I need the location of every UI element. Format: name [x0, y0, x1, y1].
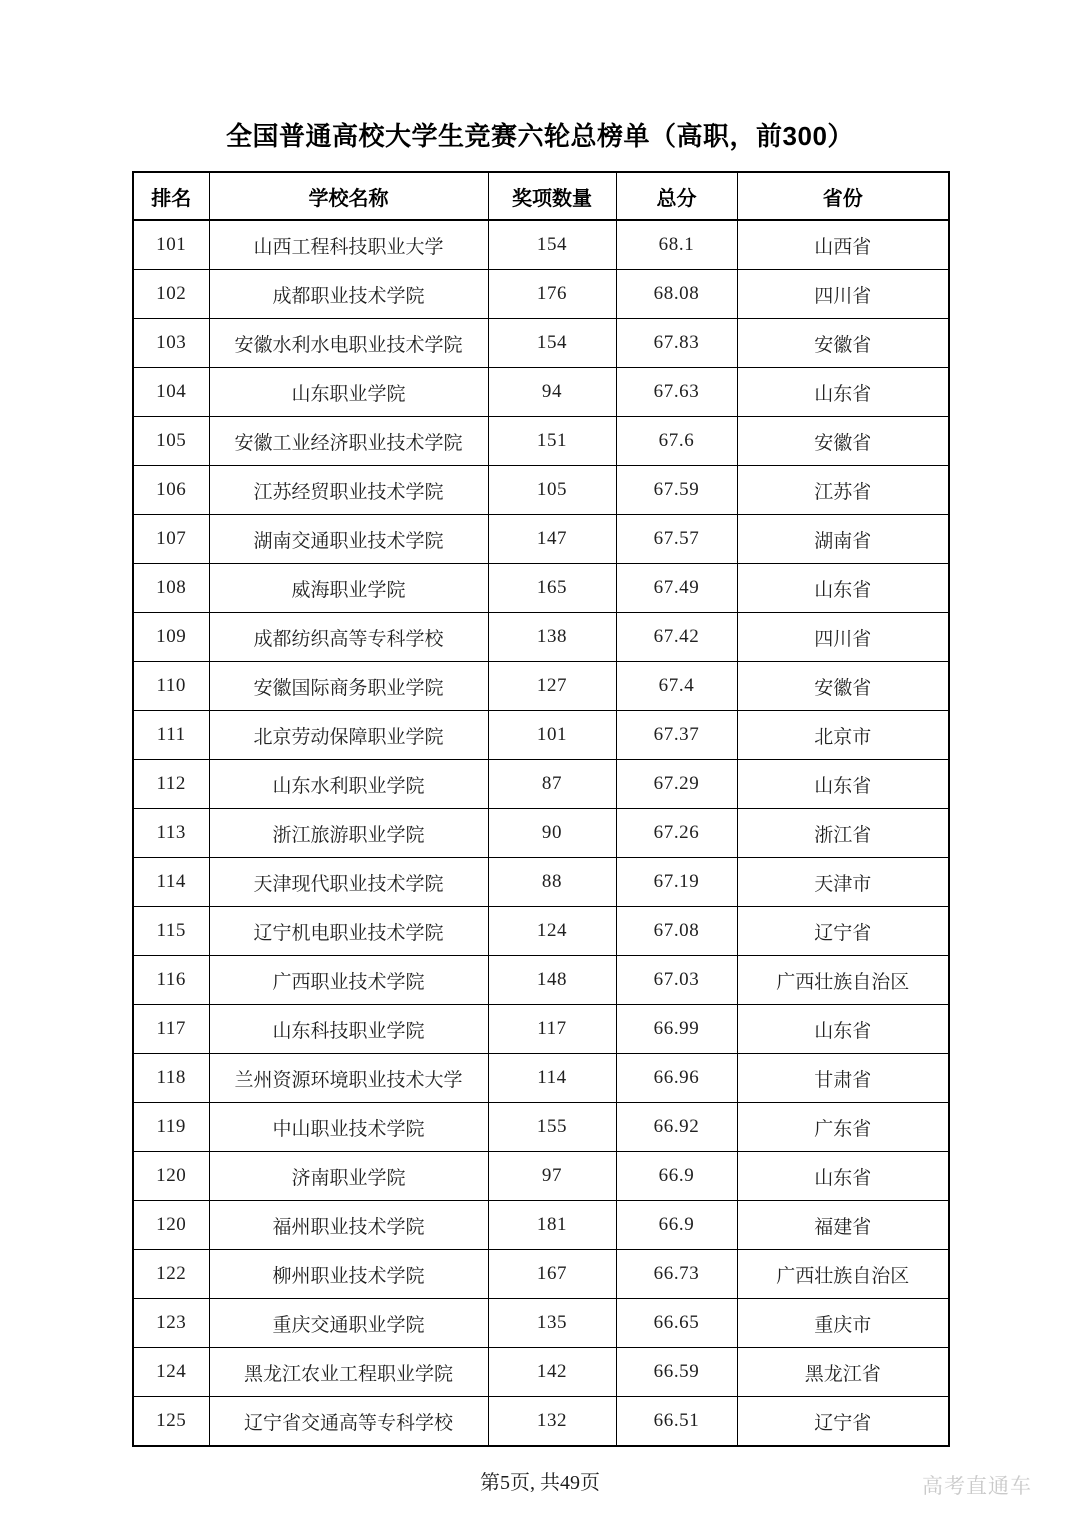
table-row — [133, 270, 949, 319]
rank-cell: 114 — [133, 858, 209, 907]
rank-cell: 110 — [133, 662, 209, 711]
table-row — [133, 1397, 949, 1447]
table-body — [133, 220, 949, 1446]
awards-cell: 117 — [488, 1005, 616, 1054]
province-cell: 广东省 — [737, 1103, 949, 1152]
table-row — [133, 760, 949, 809]
school-cell: 安徽国际商务职业学院 — [209, 662, 488, 711]
score-cell: 67.59 — [616, 466, 737, 515]
table-row — [133, 368, 949, 417]
rank-cell: 120 — [133, 1152, 209, 1201]
rank-cell: 112 — [133, 760, 209, 809]
score-cell: 66.9 — [616, 1201, 737, 1250]
table-row — [133, 319, 949, 368]
rank-cell: 102 — [133, 270, 209, 319]
score-cell: 67.49 — [616, 564, 737, 613]
score-cell: 66.65 — [616, 1299, 737, 1348]
score-cell: 67.6 — [616, 417, 737, 466]
awards-cell: 176 — [488, 270, 616, 319]
school-cell: 湖南交通职业技术学院 — [209, 515, 488, 564]
score-cell: 67.03 — [616, 956, 737, 1005]
table-row — [133, 956, 949, 1005]
rank-cell: 117 — [133, 1005, 209, 1054]
awards-cell: 151 — [488, 417, 616, 466]
column-header-awards: 奖项数量 — [488, 172, 616, 220]
province-cell: 黑龙江省 — [737, 1348, 949, 1397]
rank-cell: 124 — [133, 1348, 209, 1397]
awards-cell: 87 — [488, 760, 616, 809]
table-row — [133, 1103, 949, 1152]
watermark: 高考直通车 — [922, 1475, 1032, 1498]
awards-cell: 154 — [488, 220, 616, 270]
awards-cell: 105 — [488, 466, 616, 515]
rank-cell: 105 — [133, 417, 209, 466]
table-row — [133, 220, 949, 270]
school-cell: 浙江旅游职业学院 — [209, 809, 488, 858]
score-cell: 68.08 — [616, 270, 737, 319]
school-cell: 山东水利职业学院 — [209, 760, 488, 809]
province-cell: 山西省 — [737, 220, 949, 270]
school-cell: 福州职业技术学院 — [209, 1201, 488, 1250]
province-cell: 安徽省 — [737, 662, 949, 711]
awards-cell: 94 — [488, 368, 616, 417]
school-cell: 江苏经贸职业技术学院 — [209, 466, 488, 515]
school-cell: 天津现代职业技术学院 — [209, 858, 488, 907]
province-cell: 天津市 — [737, 858, 949, 907]
table-row — [133, 809, 949, 858]
province-cell: 山东省 — [737, 368, 949, 417]
province-cell: 辽宁省 — [737, 907, 949, 956]
school-cell: 安徽工业经济职业技术学院 — [209, 417, 488, 466]
score-cell: 67.42 — [616, 613, 737, 662]
score-cell: 66.92 — [616, 1103, 737, 1152]
awards-cell: 135 — [488, 1299, 616, 1348]
school-cell: 兰州资源环境职业技术大学 — [209, 1054, 488, 1103]
score-cell: 67.57 — [616, 515, 737, 564]
table-header — [133, 172, 949, 220]
table-row — [133, 1250, 949, 1299]
rank-cell: 119 — [133, 1103, 209, 1152]
score-cell: 66.9 — [616, 1152, 737, 1201]
province-cell: 四川省 — [737, 270, 949, 319]
school-cell: 山西工程科技职业大学 — [209, 220, 488, 270]
rank-cell: 125 — [133, 1397, 209, 1447]
awards-cell: 124 — [488, 907, 616, 956]
school-cell: 重庆交通职业学院 — [209, 1299, 488, 1348]
school-cell: 威海职业学院 — [209, 564, 488, 613]
table-row — [133, 1299, 949, 1348]
rank-cell: 116 — [133, 956, 209, 1005]
score-cell: 66.73 — [616, 1250, 737, 1299]
ranking-table-container — [132, 171, 948, 1447]
rank-cell: 111 — [133, 711, 209, 760]
province-cell: 广西壮族自治区 — [737, 1250, 949, 1299]
awards-cell: 181 — [488, 1201, 616, 1250]
province-cell: 山东省 — [737, 760, 949, 809]
province-cell: 江苏省 — [737, 466, 949, 515]
province-cell: 广西壮族自治区 — [737, 956, 949, 1005]
awards-cell: 155 — [488, 1103, 616, 1152]
rank-cell: 103 — [133, 319, 209, 368]
awards-cell: 142 — [488, 1348, 616, 1397]
school-cell: 成都纺织高等专科学校 — [209, 613, 488, 662]
score-cell: 66.51 — [616, 1397, 737, 1447]
school-cell: 广西职业技术学院 — [209, 956, 488, 1005]
score-cell: 67.83 — [616, 319, 737, 368]
province-cell: 四川省 — [737, 613, 949, 662]
rank-cell: 106 — [133, 466, 209, 515]
table-row — [133, 907, 949, 956]
score-cell: 67.63 — [616, 368, 737, 417]
rank-cell: 123 — [133, 1299, 209, 1348]
province-cell: 甘肃省 — [737, 1054, 949, 1103]
score-cell: 67.37 — [616, 711, 737, 760]
school-cell: 济南职业学院 — [209, 1152, 488, 1201]
table-row — [133, 1348, 949, 1397]
score-cell: 66.96 — [616, 1054, 737, 1103]
score-cell: 67.29 — [616, 760, 737, 809]
table-row — [133, 1152, 949, 1201]
school-cell: 辽宁省交通高等专科学校 — [209, 1397, 488, 1447]
column-header-rank: 排名 — [133, 172, 209, 220]
awards-cell: 90 — [488, 809, 616, 858]
rank-cell: 113 — [133, 809, 209, 858]
awards-cell: 132 — [488, 1397, 616, 1447]
school-cell: 山东职业学院 — [209, 368, 488, 417]
table-row — [133, 858, 949, 907]
rank-cell: 108 — [133, 564, 209, 613]
table-row — [133, 613, 949, 662]
awards-cell: 138 — [488, 613, 616, 662]
score-cell: 67.26 — [616, 809, 737, 858]
table-row — [133, 662, 949, 711]
score-cell: 67.4 — [616, 662, 737, 711]
table-row — [133, 417, 949, 466]
awards-cell: 154 — [488, 319, 616, 368]
table-row — [133, 1201, 949, 1250]
rank-cell: 115 — [133, 907, 209, 956]
rank-cell: 101 — [133, 220, 209, 270]
province-cell: 北京市 — [737, 711, 949, 760]
table-row — [133, 466, 949, 515]
school-cell: 安徽水利水电职业技术学院 — [209, 319, 488, 368]
province-cell: 福建省 — [737, 1201, 949, 1250]
province-cell: 浙江省 — [737, 809, 949, 858]
province-cell: 安徽省 — [737, 417, 949, 466]
awards-cell: 167 — [488, 1250, 616, 1299]
table-row — [133, 711, 949, 760]
awards-cell: 147 — [488, 515, 616, 564]
awards-cell: 114 — [488, 1054, 616, 1103]
table-row — [133, 564, 949, 613]
score-cell: 66.99 — [616, 1005, 737, 1054]
table-header-row — [133, 172, 949, 220]
rank-cell: 120 — [133, 1201, 209, 1250]
province-cell: 山东省 — [737, 564, 949, 613]
score-cell: 68.1 — [616, 220, 737, 270]
rank-cell: 107 — [133, 515, 209, 564]
rank-cell: 109 — [133, 613, 209, 662]
school-cell: 黑龙江农业工程职业学院 — [209, 1348, 488, 1397]
table-row — [133, 1054, 949, 1103]
page-number-footer: 第5页, 共49页 — [480, 1472, 600, 1494]
score-cell: 67.19 — [616, 858, 737, 907]
awards-cell: 97 — [488, 1152, 616, 1201]
awards-cell: 165 — [488, 564, 616, 613]
school-cell: 北京劳动保障职业学院 — [209, 711, 488, 760]
province-cell: 山东省 — [737, 1005, 949, 1054]
school-cell: 辽宁机电职业技术学院 — [209, 907, 488, 956]
school-cell: 中山职业技术学院 — [209, 1103, 488, 1152]
rank-cell: 122 — [133, 1250, 209, 1299]
column-header-school: 学校名称 — [209, 172, 488, 220]
school-cell: 山东科技职业学院 — [209, 1005, 488, 1054]
table-row — [133, 1005, 949, 1054]
page-title: 全国普通高校大学生竞赛六轮总榜单（高职，前300） — [226, 121, 854, 151]
awards-cell: 101 — [488, 711, 616, 760]
awards-cell: 88 — [488, 858, 616, 907]
province-cell: 重庆市 — [737, 1299, 949, 1348]
table-row — [133, 515, 949, 564]
province-cell: 山东省 — [737, 1152, 949, 1201]
score-cell: 67.08 — [616, 907, 737, 956]
ranking-table — [132, 171, 950, 1447]
awards-cell: 148 — [488, 956, 616, 1005]
column-header-province: 省份 — [737, 172, 949, 220]
rank-cell: 118 — [133, 1054, 209, 1103]
awards-cell: 127 — [488, 662, 616, 711]
score-cell: 66.59 — [616, 1348, 737, 1397]
rank-cell: 104 — [133, 368, 209, 417]
province-cell: 辽宁省 — [737, 1397, 949, 1447]
province-cell: 安徽省 — [737, 319, 949, 368]
province-cell: 湖南省 — [737, 515, 949, 564]
column-header-score: 总分 — [616, 172, 737, 220]
school-cell: 柳州职业技术学院 — [209, 1250, 488, 1299]
school-cell: 成都职业技术学院 — [209, 270, 488, 319]
